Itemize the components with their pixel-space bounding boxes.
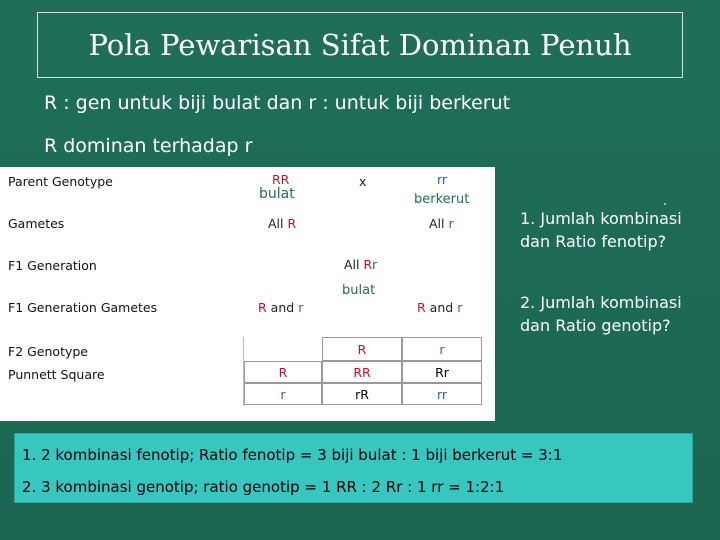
f1-gametes-left: [258, 300, 303, 315]
punnett-cell-text: rR: [355, 386, 369, 402]
f1-gametes-left-recessive: r: [298, 300, 304, 315]
f1-gametes-right-dominant: R: [417, 300, 426, 315]
row-label-f1-gametes: F1 Generation Gametes: [8, 300, 158, 315]
punnett-square: [243, 337, 484, 406]
answer-box: [14, 433, 693, 503]
punnett-row-header-recessive: r: [244, 383, 322, 405]
gametes-left: [268, 216, 296, 231]
decorative-dot: [664, 203, 666, 205]
parent-genotype-right: rr: [437, 172, 448, 187]
f1-gametes-left-dominant: R: [258, 300, 267, 315]
punnett-col-header-recessive: r: [402, 337, 482, 361]
f1-allele-dominant: R: [363, 257, 373, 272]
row-label-f2-genotype: F2 Genotype: [8, 344, 88, 359]
f1-phenotype: bulat: [342, 283, 376, 298]
title-box: [37, 12, 683, 78]
gametes-right-prefix: All: [429, 216, 445, 231]
gametes-left-allele: R: [287, 216, 297, 231]
punnett-cell-text: RR: [353, 364, 371, 380]
genetics-table-panel: [0, 167, 495, 421]
f1-allele-recessive: r: [372, 257, 378, 272]
row-label-punnett-square: Punnett Square: [8, 367, 105, 382]
question-genotype: 2. Jumlah kombinasi dan Ratio genotip?: [520, 293, 682, 335]
f1-gametes-right: [417, 300, 462, 315]
f1-genotype: [344, 257, 377, 272]
punnett-cell-text: rr: [436, 386, 448, 402]
f1-gametes-right-recessive: r: [457, 300, 463, 315]
parent-genotype-left: RR: [272, 172, 290, 187]
row-label-parent-genotype: Parent Genotype: [8, 174, 113, 189]
gametes-left-prefix: All: [268, 216, 284, 231]
answer-phenotype: 1. 2 kombinasi fenotip; Ratio fenotip = 3 biji bulat : 1 biji berkerut = 3:1: [22, 446, 563, 464]
gametes-right: [429, 216, 454, 231]
punnett-cell-heterozygous-2: [322, 383, 402, 405]
question-phenotype: 1. Jumlah kombinasi dan Ratio fenotip?: [520, 209, 682, 251]
gene-definition: R : gen untuk biji bulat dan r : untuk biji berkerut: [44, 92, 511, 114]
answer-genotype: 2. 3 kombinasi genotip; ratio genotip = 1 RR : 2 Rr : 1 rr = 1:2:1: [22, 478, 505, 496]
row-label-f1-generation: F1 Generation: [8, 258, 97, 273]
gametes-right-allele: r: [448, 216, 454, 231]
phenotype-left: bulat: [259, 186, 295, 202]
punnett-cell-rr-recessive: [402, 383, 482, 405]
punnett-cell-rr-dominant: [322, 361, 402, 383]
row-label-gametes: Gametes: [8, 216, 65, 231]
punnett-row-header-dominant: R: [244, 361, 322, 383]
f1-gametes-left-and: and: [270, 300, 295, 315]
f1-gametes-right-and: and: [429, 300, 454, 315]
phenotype-right: berkerut: [414, 192, 470, 207]
dominance-statement: R dominan terhadap r: [44, 135, 253, 157]
cross-symbol: x: [359, 174, 367, 189]
punnett-col-header-dominant: R: [322, 337, 402, 361]
f1-prefix: All: [344, 257, 360, 272]
slide-title: Pola Pewarisan Sifat Dominan Penuh: [88, 28, 632, 62]
punnett-cell-heterozygous-1: [402, 361, 482, 383]
punnett-cell-text: Rr: [435, 364, 449, 380]
